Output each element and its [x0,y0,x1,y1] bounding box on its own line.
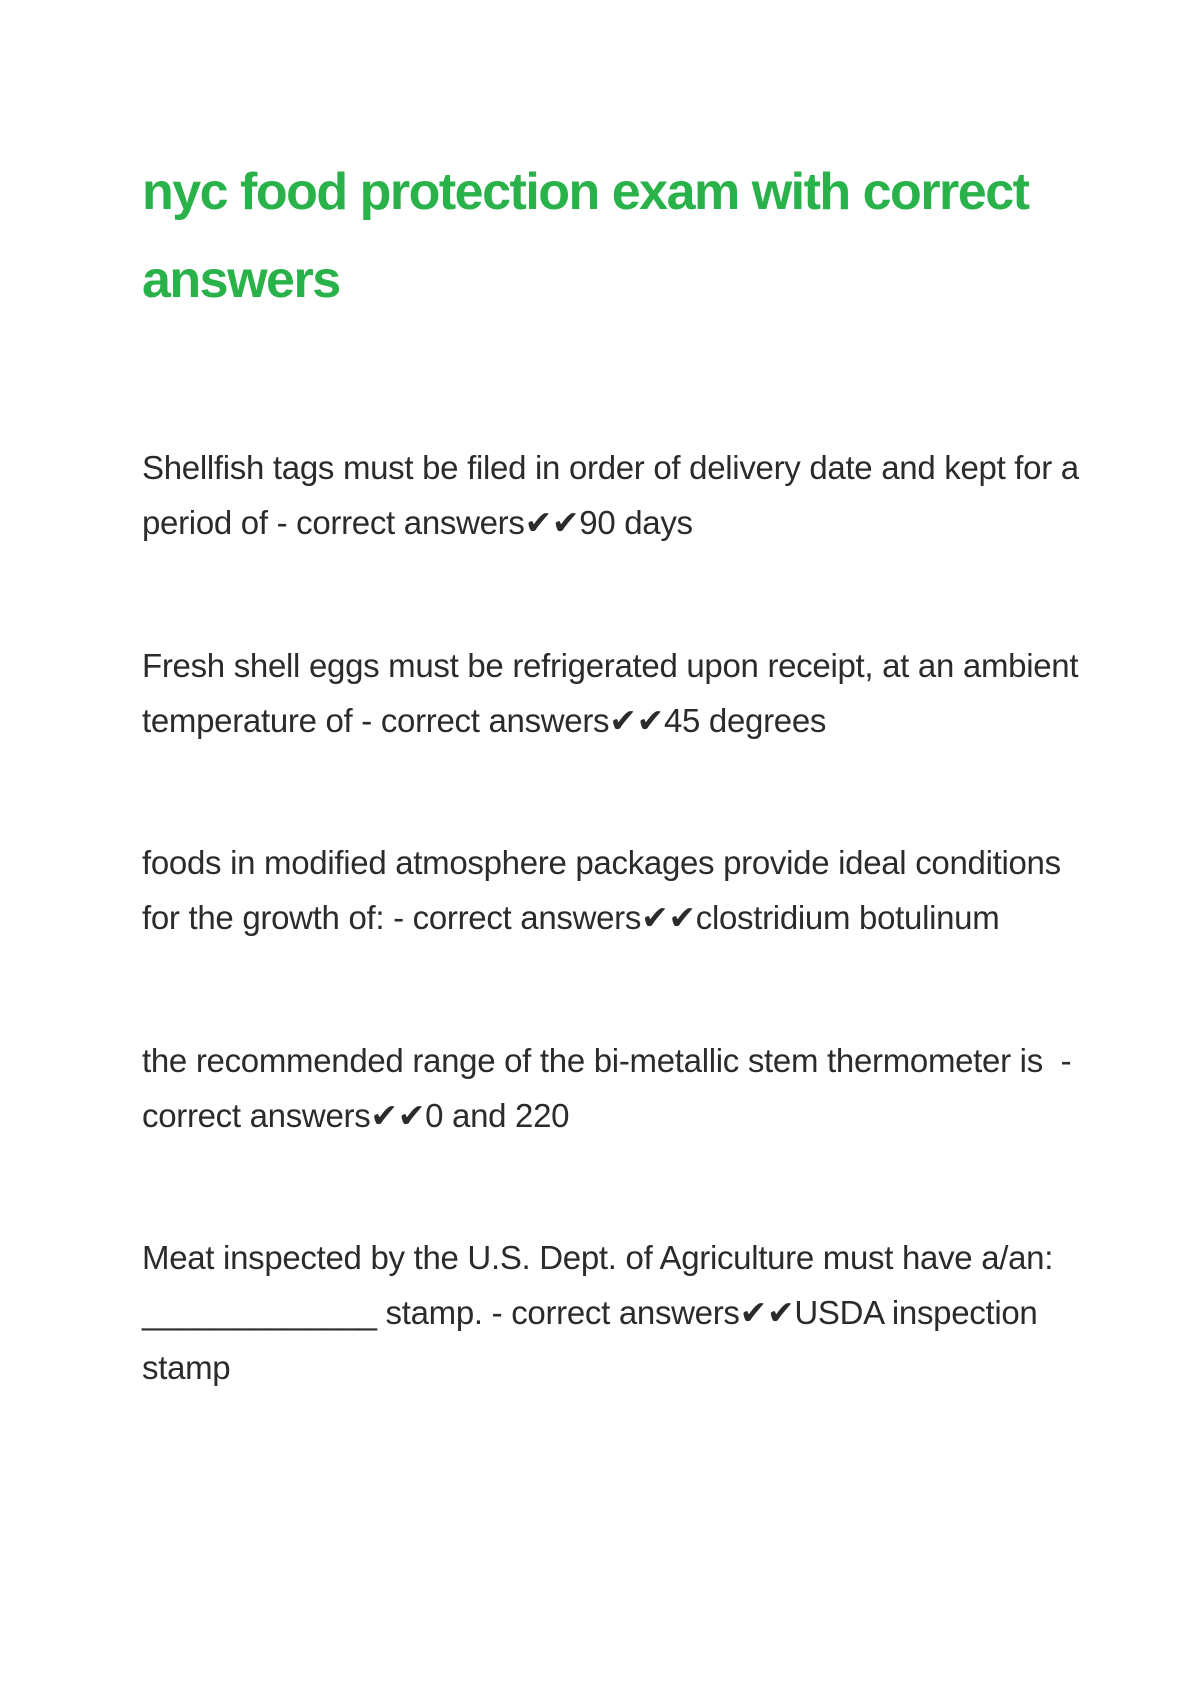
check-marks-icon: ✔✔ [609,702,664,739]
answer-text: 45 degrees [663,702,827,739]
check-marks-icon: ✔✔ [739,1294,795,1331]
question-answer-item [142,638,1088,748]
check-marks-icon: ✔✔ [370,1097,426,1134]
question-text: Fresh shell eggs must be refrigerated upon receipt, at an ambient temperature of [142,647,1088,739]
question-answer-item [142,1033,1082,1143]
question-text: the recommended range of the bi-metallic stem thermometer is [142,1042,1043,1079]
question-answer-item [142,1230,1082,1395]
answer-text: clostridium botulinum [695,899,1000,936]
check-marks-icon: ✔✔ [524,504,580,541]
answer-text: 90 days [579,504,693,541]
check-marks-icon: ✔✔ [641,899,696,936]
document-title: nyc food protection exam with correct answers [142,163,1029,309]
question-answer-item [142,835,1082,945]
answer-text: USDA inspection stamp [142,1294,1047,1386]
answer-separator: - correct answers [142,1042,1081,1134]
question-answer-item [142,440,1088,550]
answer-separator: - correct answers [352,702,610,739]
question-text: Meat inspected by the U.S. Dept. of Agriculture must have a/an: _____________ stamp. [142,1239,1062,1331]
question-text: Shellfish tags must be filed in order of delivery date and kept for a period of [142,449,1088,541]
answer-text: 0 and 220 [425,1097,570,1134]
answer-separator: - correct answers [482,1294,740,1331]
question-text: foods in modified atmosphere packages provide ideal conditions for the growth of: [142,844,1079,936]
answer-separator: - correct answers [267,504,525,541]
answer-separator: - correct answers [384,899,642,936]
